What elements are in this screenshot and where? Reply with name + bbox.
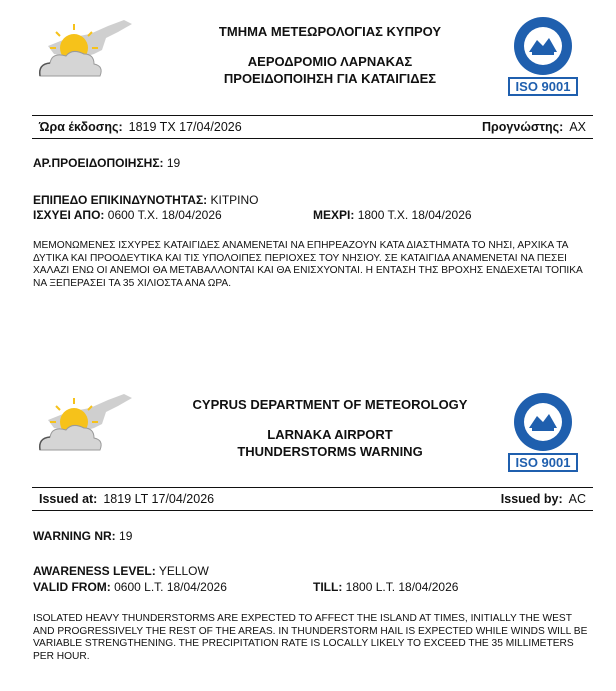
valid-from-label: ΙΣΧΥΕΙ ΑΠΟ:: [33, 208, 105, 222]
issued-value: 1819 ΤΧ 17/04/2026: [128, 120, 242, 134]
issued-by: [482, 120, 586, 134]
department-title: CYPRUS DEPARTMENT OF METEOROLOGY: [192, 397, 468, 412]
level-value: YELLOW: [158, 564, 209, 578]
valid-till: [313, 580, 458, 594]
warning-text: ΜΕΜΟΝΩΜΕΝΕΣ ΙΣΧΥΡΕΣ ΚΑΤΑΙΓΙΔΕΣ ΑΝΑΜΕΝΕΤΑΙ ΝΑ ΕΠΗΡΕΑΖΟΥΝ ΚΑΤΑ ΔΙΑΣΤΗΜΑΤΑ ΤΟ ΝΗΣΙ, ΑΡΧΙΚΑ ΤΑ ΔΥΤΙΚΑ ΚΑΙ ΠΡΟΟΔΕΥΤΙΚΑ ΚΑΙ ΤΙΣ ΥΠΟΛΟΙΠΕΣ ΠΕΡΙΟΧΕΣ ΤΟΥ ΝΗΣΙΟΥ. ΣΕ ΚΑΤΑΙΓΙΔΑ ΑΝΑΜΕΝΕΤΑΙ ΝΑ ΠΕΣΕΙ ΧΑΛΑΖΙ ΕΝΩ ΟΙ ΑΝΕΜΟΙ ΘΑ ΜΕΤΑΒΑΛΛΟΝΤΑΙ ΚΑΙ ΘΑ ΕΝΙΣΧΥΟΝΤΑΙ. Η ΕΝΤΑΣΗ ΤΗΣ ΒΡΟΧΗΣ ΕΝΔΕΧΕΤΑΙ ΤΟΠΙΚΑ ΝΑ ΞΕΠΕΡΑΣΕΙ ΤΑ 35 ΧΙΛΙΟΣΤΑ ΑΝΑ ΩΡΑ.: [33, 240, 583, 289]
issued-by: [501, 492, 586, 506]
warning-nr-value: 19: [166, 156, 181, 170]
valid-from: [33, 208, 222, 222]
till-value: 1800 Τ.Χ. 18/04/2026: [357, 208, 472, 222]
level-label: AWARENESS LEVEL:: [33, 564, 156, 578]
issued-at: [39, 120, 242, 134]
issued-value: 1819 LT 17/04/2026: [103, 492, 215, 506]
level-value: ΚΙΤΡΙΝΟ: [210, 193, 259, 207]
valid-from-value: 0600 L.T. 18/04/2026: [114, 580, 227, 594]
issued-label: Issued at:: [39, 492, 98, 506]
english-warning-section: [0, 380, 616, 691]
issue-bar: [32, 115, 593, 139]
iso-label: ISO 9001: [515, 79, 571, 94]
airport-title: ΑΕΡΟΔΡΟΜΙΟ ΛΑΡΝΑΚΑΣ: [247, 54, 413, 69]
till-label: ΜΕΧΡΙ:: [313, 208, 355, 222]
warning-nr-value: 19: [119, 529, 133, 543]
warning-number: [33, 156, 180, 170]
warning-text: ISOLATED HEAVY THUNDERSTORMS ARE EXPECTED TO AFFECT THE ISLAND AT TIMES, INITIALLY THE WEST AND PROGRESSIVELY THE REST OF THE AREAS. IN THUNDERSTORM HAIL IS EXPECTED WHILE WINDS WILL BE VARIABLE STRENGTHENING. THE PRECIPITATION RATE IS LOCALLY LIKELY TO EXCEED THE 35 MILLIMETERS PER HOUR.: [33, 613, 588, 662]
issued-by-value: ΑΧ: [569, 120, 586, 134]
airport-title: LARNAKA AIRPORT: [267, 427, 393, 442]
department-title: ΤΜΗΜΑ ΜΕΤΕΩΡΟΛΟΓΙΑΣ ΚΥΠΡΟΥ: [218, 24, 442, 39]
weather-logo-icon: [28, 16, 138, 88]
greek-warning-section: [0, 0, 616, 300]
iso-certification-icon: [505, 392, 581, 472]
till-label: TILL:: [313, 580, 343, 594]
issued-at: [39, 492, 214, 506]
iso-label: ISO 9001: [515, 455, 571, 470]
weather-logo-icon: [28, 390, 138, 462]
warning-nr-label: WARNING NR:: [33, 529, 116, 543]
warning-nr-label: ΑΡ.ΠΡΟΕΙΔΟΠΟΙΗΣΗΣ:: [33, 156, 164, 170]
header-titles: [150, 396, 510, 460]
iso-certification-icon: [505, 16, 581, 96]
warning-number: [33, 529, 132, 543]
valid-from: [33, 580, 227, 594]
issued-by-label: Προγνώστης:: [482, 120, 564, 134]
awareness-level: [33, 193, 259, 207]
valid-till: [313, 208, 472, 222]
issued-by-value: AC: [568, 492, 586, 506]
warning-title: ΠΡΟΕΙΔΟΠΟΙΗΣΗ ΓΙΑ ΚΑΤΑΙΓΙΔΕΣ: [223, 71, 437, 86]
header-titles: [150, 23, 510, 87]
valid-from-value: 0600 Τ.Χ. 18/04/2026: [107, 208, 222, 222]
awareness-level: [33, 564, 209, 578]
issued-by-label: Issued by:: [500, 492, 563, 506]
issued-label: Ώρα έκδοσης:: [39, 120, 123, 134]
warning-title: THUNDERSTORMS WARNING: [237, 444, 423, 459]
till-value: 1800 L.T. 18/04/2026: [345, 580, 459, 594]
issue-bar: [32, 487, 593, 511]
level-label: ΕΠΙΠΕΔΟ ΕΠΙΚΙΝΔΥΝΟΤΗΤΑΣ:: [33, 193, 208, 207]
valid-from-label: VALID FROM:: [33, 580, 111, 594]
